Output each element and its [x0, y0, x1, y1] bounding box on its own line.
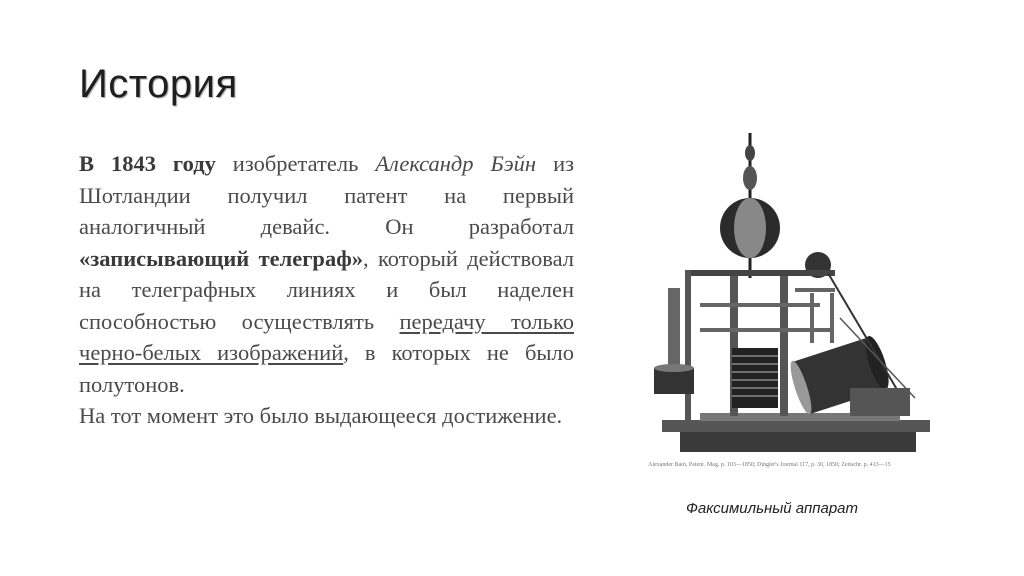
- figure-caption: Факсимильный аппарат: [686, 500, 859, 517]
- paragraph-1: [79, 148, 574, 400]
- text-span: из Шотландии получил патент на первый аналогичный девайс. Он разработал: [79, 151, 574, 239]
- underlined-phrase: передачу только черно-белых изображений: [79, 308, 574, 365]
- inventor-name: Александр Бэйн: [375, 151, 537, 176]
- text-span: изобретатель: [215, 151, 376, 176]
- text-span: , который действовал на телеграфных линиях и был наделен способностью осуществлять: [79, 245, 574, 334]
- body-text: [79, 148, 574, 432]
- apparatus-drawing: [640, 128, 960, 478]
- figure-source-caption: Alexander Bain, Patent. Mag. p. 103—1850; Dingler's Journal 117, p. 30, 1850; Zeitschr. p. 413—15: [648, 462, 891, 468]
- facsimile-apparatus-image: [640, 128, 960, 478]
- paragraph-2: На тот момент это было выдающееся достижение.: [79, 403, 563, 428]
- device-name: «записывающий телеграф»: [79, 245, 364, 271]
- year-bold: В 1843 году: [79, 151, 216, 176]
- text-span: , в которых не было полутонов.: [79, 340, 574, 397]
- slide-title: История: [79, 62, 238, 106]
